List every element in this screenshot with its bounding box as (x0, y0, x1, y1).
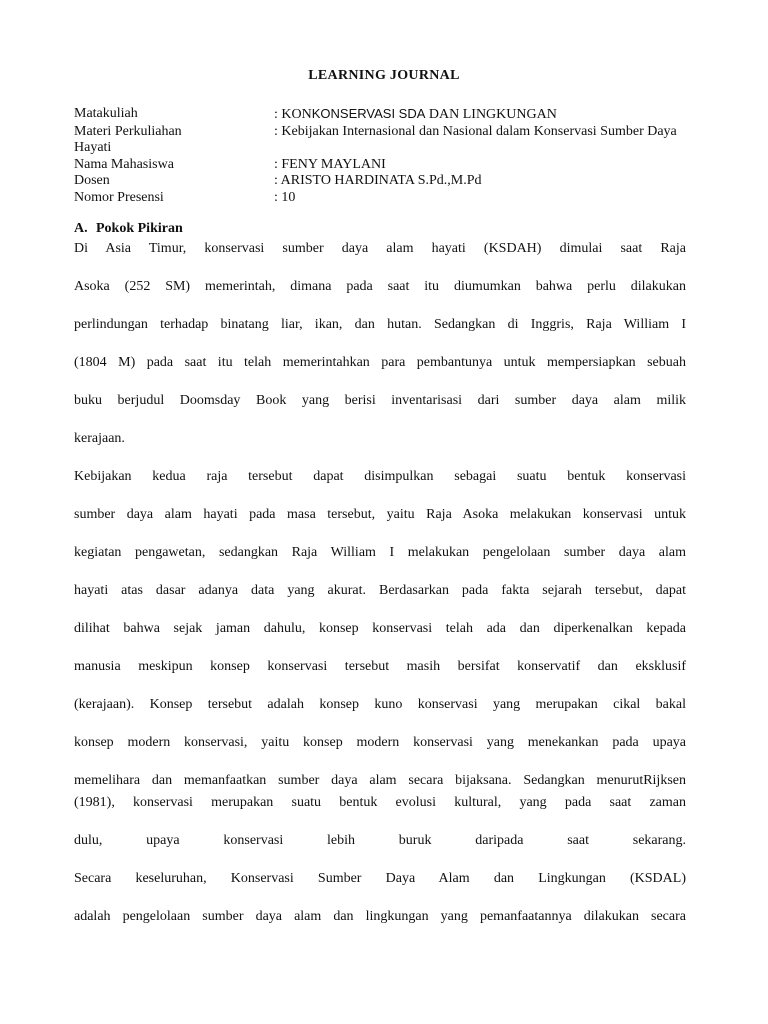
meta-label: Dosen (74, 173, 110, 188)
meta-row-dosen (74, 173, 704, 190)
paragraph-line: dilihat bahwa sejak jaman dahulu, konsep konservasi telah ada dan diperkenalkan kepada (74, 621, 686, 636)
paragraph-line: memelihara dan memanfaatkan sumber daya alam secara bijaksana. Sedangkan menurutRijksen (74, 773, 686, 788)
document-title: LEARNING JOURNAL (308, 68, 460, 83)
section-number: A. (74, 221, 88, 236)
paragraph-line: (1804 M) pada saat itu telah memerintahkan para pembantunya untuk mempersiapkan sebuah (74, 355, 686, 370)
paragraph-line: Asoka (252 SM) memerintah, dimana pada saat itu diumumkan bahwa perlu dilakukan (74, 279, 686, 294)
meta-value-prefix: : KON (274, 107, 312, 122)
meta-label: Materi Perkuliahan (74, 123, 182, 139)
paragraph-line: perlindungan terhadap binatang liar, ikan, dan hutan. Sedangkan di Inggris, Raja William I (74, 317, 686, 332)
section-heading (74, 221, 183, 237)
meta-row-presensi (74, 190, 704, 207)
paragraph-line: buku berjudul Doomsday Book yang berisi inventarisasi dari sumber daya alam milik (74, 393, 686, 408)
meta-label: Matakuliah (74, 106, 138, 121)
meta-value: : FENY MAYLANI (274, 156, 386, 172)
meta-value: : ARISTO HARDINATA S.Pd.,M.Pd (274, 173, 482, 188)
meta-value-caps: KONSERVASI SDA (311, 106, 426, 121)
meta-label: Nomor Presensi (74, 189, 164, 205)
meta-value: : Kebijakan Internasional dan Nasional dalam Konservasi Sumber Daya (274, 123, 677, 139)
meta-value-rest: DAN LINGKUNGAN (425, 107, 557, 122)
metadata-block (74, 106, 704, 206)
meta-row-matakuliah (74, 106, 704, 124)
paragraph-line: manusia meskipun konsep konservasi tersebut masih bersifat konservatif dan eksklusif (74, 659, 686, 674)
meta-label: Nama Mahasiswa (74, 156, 174, 172)
meta-value (274, 106, 699, 124)
meta-value: : 10 (274, 189, 296, 205)
meta-row-nama (74, 157, 704, 174)
meta-row-materi (74, 124, 704, 141)
paragraph-line: hayati atas dasar adanya data yang akurat. Berdasarkan pada fakta sejarah tersebut, dapat (74, 583, 686, 598)
paragraph-line: Kebijakan kedua raja tersebut dapat disimpulkan sebagai suatu bentuk konservasi (74, 469, 686, 484)
paragraph-line: adalah pengelolaan sumber daya alam dan lingkungan yang pemanfaatannya dilakukan secara (74, 909, 686, 924)
paragraph-2 (74, 469, 686, 947)
paragraph-line: Di Asia Timur, konservasi sumber daya alam hayati (KSDAH) dimulai saat Raja (74, 241, 686, 256)
paragraph-line: (1981), konservasi merupakan suatu bentuk evolusi kultural, yang pada saat zaman (74, 795, 686, 810)
paragraph-line: sumber daya alam hayati pada masa tersebut, yaitu Raja Asoka melakukan konservasi untuk (74, 507, 686, 522)
paragraph-line: Secara keseluruhan, Konservasi Sumber Daya Alam dan Lingkungan (KSDAL) (74, 871, 686, 886)
paragraph-line: (kerajaan). Konsep tersebut adalah konsep kuno konservasi yang merupakan cikal bakal (74, 697, 686, 712)
paragraph-line: konsep modern konservasi, yaitu konsep modern konservasi yang menekankan pada upaya (74, 735, 686, 750)
section-title: Pokok Pikiran (96, 221, 183, 236)
paragraph-1 (74, 241, 686, 469)
paragraph-line: kerajaan. (74, 431, 125, 446)
meta-row-materi-continuation: Hayati (74, 140, 112, 155)
paragraph-line: dulu, upaya konservasi lebih buruk daripada saat sekarang. (74, 833, 686, 848)
paragraph-line: kegiatan pengawetan, sedangkan Raja William I melakukan pengelolaan sumber daya alam (74, 545, 686, 560)
